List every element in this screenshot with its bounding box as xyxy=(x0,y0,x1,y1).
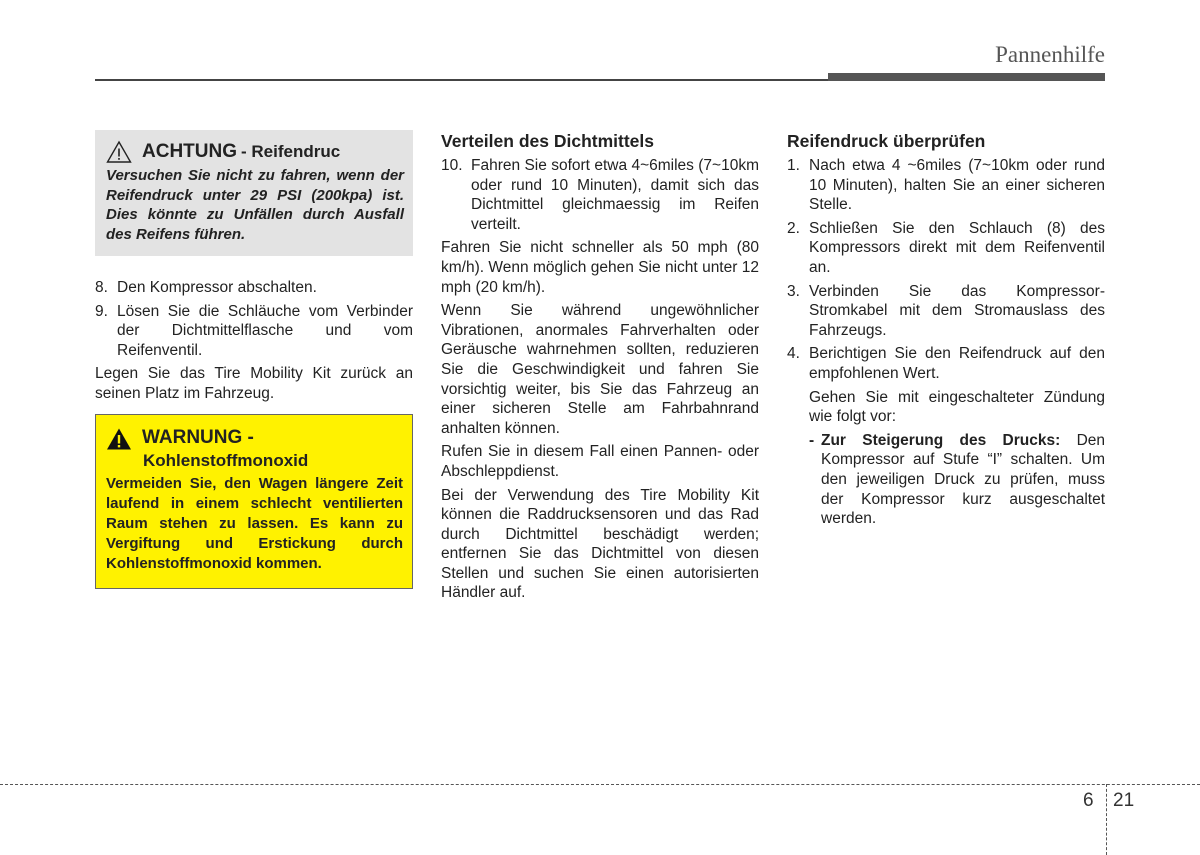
section-heading: Reifendruck überprüfen xyxy=(787,131,986,151)
chapter-number: 6 xyxy=(1083,790,1094,811)
warning-triangle-icon xyxy=(106,427,132,451)
list-item xyxy=(441,156,759,234)
steps-list-left xyxy=(95,278,413,360)
list-item-number: 4. xyxy=(787,345,800,363)
list-item-text: Nach etwa 4 ~6miles (7~10km oder rund 10 Minuten), halten Sie an einer sicheren Stelle. xyxy=(809,157,1105,214)
header-rule xyxy=(95,79,828,81)
caution-body: Versuchen Sie nicht zu fahren, wenn der Reifendruck unter 29 PSI (200kpa) ist. Dies könnte zu Unfällen durch Ausfall des Reifens führen. xyxy=(106,167,404,243)
footer-dashed-rule xyxy=(0,784,1200,785)
warning-body: Vermeiden Sie, den Wagen längere Zeit laufend in einem schlecht ventilierten Raum stehen zu lassen. Es kann zu Vergiftung und Erstickung durch Kohlenstoffmonoxid kommen. xyxy=(106,475,403,573)
paragraph: Fahren Sie nicht schneller als 50 mph (80 km/h). Wenn möglich gehen Sie nicht unter 12 mph (20 km/h). xyxy=(441,239,759,296)
list-item-number: 9. xyxy=(95,302,108,320)
warning-title xyxy=(106,427,403,451)
list-item-text: Lösen Sie die Schläuche vom Verbinder der Dichtmittelflasche und vom Reifenventil. xyxy=(117,302,413,359)
caution-title-label: ACHTUNG xyxy=(142,141,237,163)
footer-dashed-divider xyxy=(1106,784,1107,855)
caution-title xyxy=(106,140,404,164)
sub-item xyxy=(787,431,1105,529)
warning-title-label: WARNUNG - xyxy=(142,426,254,448)
list-item-number: 3. xyxy=(787,282,800,300)
page-header-title: Pannenhilfe xyxy=(995,42,1105,67)
caution-triangle-icon xyxy=(106,140,132,164)
list-item-text: Verbinden Sie das Kompressor-Stromkabel mit dem Stromauslass des Fahrzeugs. xyxy=(809,282,1105,339)
list-item xyxy=(787,156,1105,215)
list-item-number: 8. xyxy=(95,279,108,296)
list-item xyxy=(95,278,413,298)
sub-item-label: Zur Steigerung des Drucks: xyxy=(821,431,1061,449)
column-right xyxy=(787,130,1105,529)
list-item xyxy=(787,282,1105,341)
paragraph: Rufen Sie in diesem Fall einen Pannen- oder Abschleppdienst. xyxy=(441,443,759,480)
paragraph: Bei der Verwendung des Tire Mobility Kit können die Raddrucksensoren und das Rad durch Dichtmittel beschädigt werden; entfernen Sie das Dichtmittel von diesen Stellen und suchen Sie einen autorisierten Händler auf. xyxy=(441,486,759,602)
paragraph: Wenn Sie während ungewöhnlicher Vibrationen, anormales Fahrverhalten oder Geräusche wahrnehmen sollten, reduzieren Sie die Geschwindigkeit und fahren Sie vorsichtig weiter, bis Sie das Fahrzeug an einer sicheren Stelle am Fahrbahnrand anhalten können. xyxy=(441,302,759,437)
header-rule-accent xyxy=(828,73,1105,81)
page-number: 21 xyxy=(1113,790,1135,811)
step-note: Gehen Sie mit eingeschalteter Zündung wie folgt vor: xyxy=(809,388,1105,426)
list-item-text: Schließen Sie den Schlauch (8) des Kompressors direkt mit dem Reifenventil an. xyxy=(809,219,1105,276)
warning-subtitle: Kohlenstoffmonoxid xyxy=(143,450,309,470)
caution-box xyxy=(95,130,413,256)
caution-title-sub: - Reifendruc xyxy=(241,142,341,162)
list-item xyxy=(95,302,413,361)
column-middle xyxy=(441,130,759,607)
column-left xyxy=(95,130,413,589)
list-item xyxy=(787,344,1105,383)
paragraph: Legen Sie das Tire Mobility Kit zurück an seinen Platz im Fahrzeug. xyxy=(95,365,413,402)
list-item-number: 2. xyxy=(787,219,800,237)
list-item-number: 1. xyxy=(787,157,800,174)
list-item-text: Den Kompressor abschalten. xyxy=(117,279,317,296)
list-item-text: Berichtigen Sie den Reifendruck auf den empfohlenen Wert. xyxy=(809,345,1105,382)
section-heading: Verteilen des Dichtmittels xyxy=(441,131,654,151)
warning-box xyxy=(95,414,413,590)
steps-list-middle xyxy=(441,156,759,234)
list-item xyxy=(787,219,1105,278)
sub-item-text: Den Kompressor auf Stufe “I” schalten. Um den jeweiligen Druck zu prüfen, muss der Kompressor kurz ausgeschaltet werden. xyxy=(821,431,1106,528)
steps-list-right xyxy=(787,156,1105,384)
list-item-text: Fahren Sie sofort etwa 4~6miles (7~10km oder rund 10 Minuten), damit sich das Dichtmittel gleichmaessig im Reifen verteilt. xyxy=(471,157,759,233)
list-item-number: 10. xyxy=(441,157,463,174)
sub-item-dash: - xyxy=(809,431,815,449)
